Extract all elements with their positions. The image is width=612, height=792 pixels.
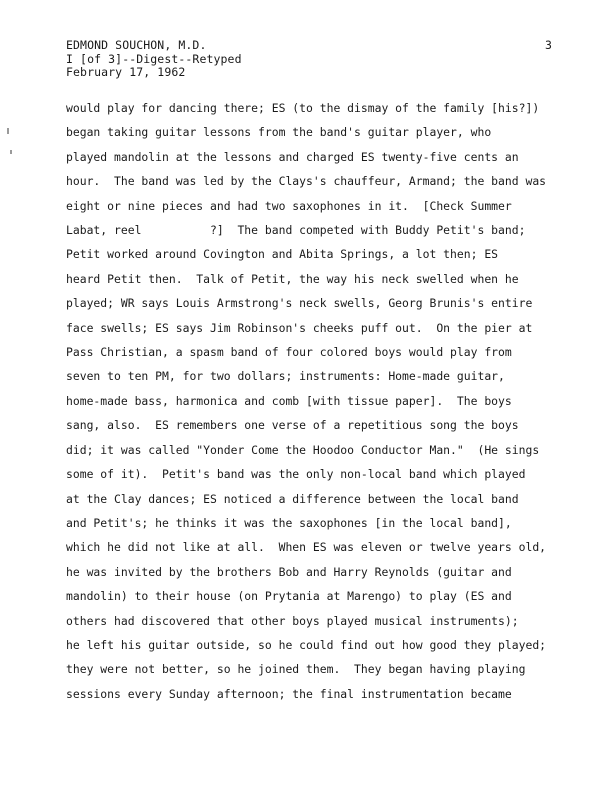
body-line: he left his guitar outside, so he could find out how good they played;: [66, 637, 547, 652]
body-line: Labat, reel ?] The band competed with Buddy Petit's band;: [66, 223, 526, 238]
body-line: did; it was called "Yonder Come the Hoodoo Conductor Man." (He sings: [66, 442, 540, 457]
header-reel-info: I [of 3]--Digest--Retyped: [66, 51, 242, 66]
page-number: 3: [545, 38, 552, 52]
document-body: [66, 96, 586, 706]
body-line: and Petit's; he thinks it was the saxophones [in the local band],: [66, 515, 512, 530]
margin-scan-mark: [10, 150, 12, 154]
body-line: would play for dancing there; ES (to the dismay of the family [his?]): [66, 101, 540, 115]
body-line: home-made bass, harmonica and comb [with tissue paper]. The boys: [66, 393, 512, 408]
body-line: they were not better, so he joined them. They began having playing: [66, 662, 526, 677]
body-line: eight or nine pieces and had two saxophones in it. [Check Summer: [66, 198, 512, 213]
body-line: face swells; ES says Jim Robinson's cheeks puff out. On the pier at: [66, 320, 533, 335]
body-line: some of it). Petit's band was the only non-local band which played: [66, 467, 526, 482]
body-line: seven to ten PM, for two dollars; instruments: Home-made guitar,: [66, 369, 505, 384]
body-line: sang, also. ES remembers one verse of a repetitious song the boys: [66, 418, 519, 433]
body-line: at the Clay dances; ES noticed a difference between the local band: [66, 491, 519, 506]
header-date: February 17, 1962: [66, 65, 186, 79]
body-line: others had discovered that other boys played musical instruments);: [66, 613, 519, 628]
body-line: began taking guitar lessons from the band's guitar player, who: [66, 125, 492, 140]
body-line: Pass Christian, a spasm band of four colored boys would play from: [66, 345, 512, 360]
body-line: played mandolin at the lessons and charged ES twenty-five cents an: [66, 149, 519, 164]
body-line: played; WR says Louis Armstrong's neck swells, Georg Brunis's entire: [66, 296, 533, 311]
document-header: [66, 39, 242, 80]
body-line: heard Petit then. Talk of Petit, the way his neck swelled when he: [66, 271, 519, 286]
margin-scan-mark: [7, 128, 9, 134]
body-line: Petit worked around Covington and Abita Springs, a lot then; ES: [66, 247, 499, 262]
body-line: which he did not like at all. When ES was eleven or twelve years old,: [66, 540, 547, 555]
header-author: EDMOND SOUCHON, M.D.: [66, 38, 207, 52]
body-line: mandolin) to their house (on Prytania at Marengo) to play (ES and: [66, 589, 512, 604]
body-line: hour. The band was led by the Clays's chauffeur, Armand; the band was: [66, 174, 547, 189]
body-line: he was invited by the brothers Bob and Harry Reynolds (guitar and: [66, 564, 512, 579]
body-line: sessions every Sunday afternoon; the final instrumentation became: [66, 686, 512, 701]
